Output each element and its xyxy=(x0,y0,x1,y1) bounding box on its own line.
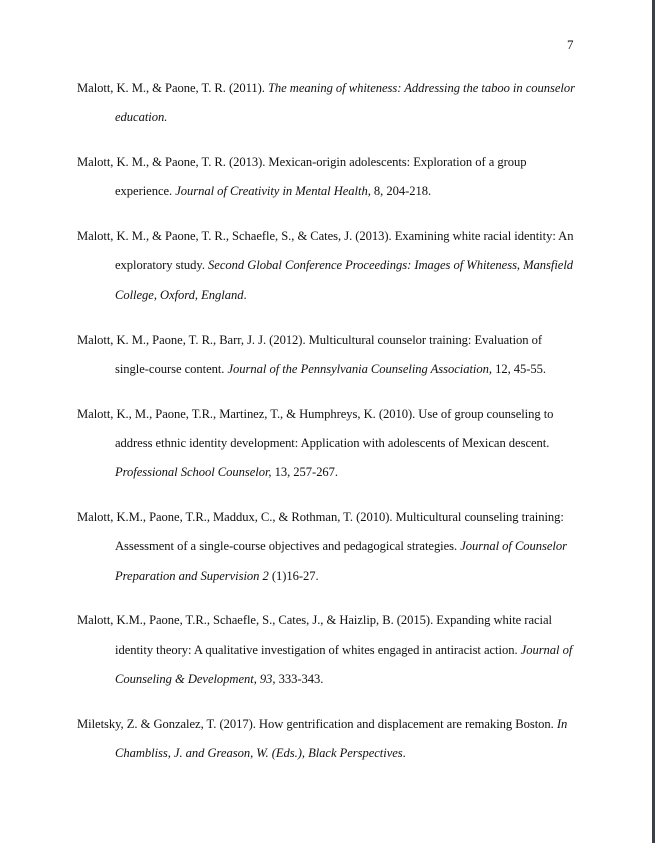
reference-text: , 333-343. xyxy=(272,672,324,687)
reference-text: Malott, K. M., & Paone, T. R. (2013). Mexican-origin adolescents: Exploration of a group experience. xyxy=(77,155,527,199)
reference-text: Malott, K., M., Paone, T.R., Martinez, T., & Humphreys, K. (2010). Use of group counseling to address ethnic identity development: Application with adolescents of Mexican descent. xyxy=(77,406,554,450)
reference-text: Malott, K.M., Paone, T.R., Maddux, C., & Rothman, T. (2010). Multicultural counseling training: Assessment of a single-course objectives and pedagogical strategies. xyxy=(77,510,564,554)
reference-text: . xyxy=(402,746,406,761)
reference-text: 12, 45-55. xyxy=(491,361,547,376)
reference-journal-italic: In Chambliss, J. and Greason, W. (Eds.), Black Perspectives xyxy=(115,716,568,761)
reference-entry xyxy=(77,222,577,310)
page-number: 7 xyxy=(567,37,574,52)
reference-entry xyxy=(77,400,577,488)
reference-entry xyxy=(77,503,577,591)
reference-text: Malott, K. M., & Paone, T. R. (2011). xyxy=(77,81,268,95)
reference-text: (1)16-27. xyxy=(268,568,319,583)
reference-journal-italic: Journal of Creativity in Mental Health, xyxy=(175,184,371,199)
reference-text: Miletsky, Z. & Gonzalez, T. (2017). How gentrification and displacement are remaking Boston. xyxy=(77,716,557,731)
reference-text: . xyxy=(243,287,247,302)
reference-entry xyxy=(77,148,577,207)
reference-text: Malott, K. M., & Paone, T. R., Schaefle, S., & Cates, J. (2013). Examining white racial identity: An exploratory study. xyxy=(77,229,574,273)
reference-journal-italic: Journal of the Pennsylvania Counseling Association, xyxy=(227,361,492,376)
reference-entry xyxy=(77,606,577,694)
reference-journal-italic: Second Global Conference Proceedings: Images of Whiteness, Mansfield College, Oxford, England xyxy=(115,258,574,302)
reference-text: 8, 204-218. xyxy=(370,184,432,199)
reference-journal-italic: Professional School Counselor, xyxy=(115,465,272,480)
reference-title-italic: The meaning of whiteness: Addressing the taboo in counselor education. xyxy=(115,81,575,125)
reference-entry xyxy=(77,710,577,769)
reference-journal-italic: Journal of Counselor Preparation and Supervision 2 xyxy=(115,539,567,583)
reference-text: 13, 257-267. xyxy=(271,465,339,480)
reference-text: Malott, K.M., Paone, T.R., Schaefle, S., Cates, J., & Haizlip, B. (2015). Expanding white racial identity theory: A qualitative investigation of whites engaged in antiracist action. xyxy=(77,613,552,657)
reference-entry xyxy=(77,74,577,133)
reference-journal-italic: Journal of Counseling & Development, 93 xyxy=(115,642,573,687)
reference-entry xyxy=(77,326,577,385)
reference-list xyxy=(77,74,577,784)
reference-text: Malott, K. M., Paone, T. R., Barr, J. J. (2012). Multicultural counselor training: Evaluation of single-course content. xyxy=(77,332,543,376)
